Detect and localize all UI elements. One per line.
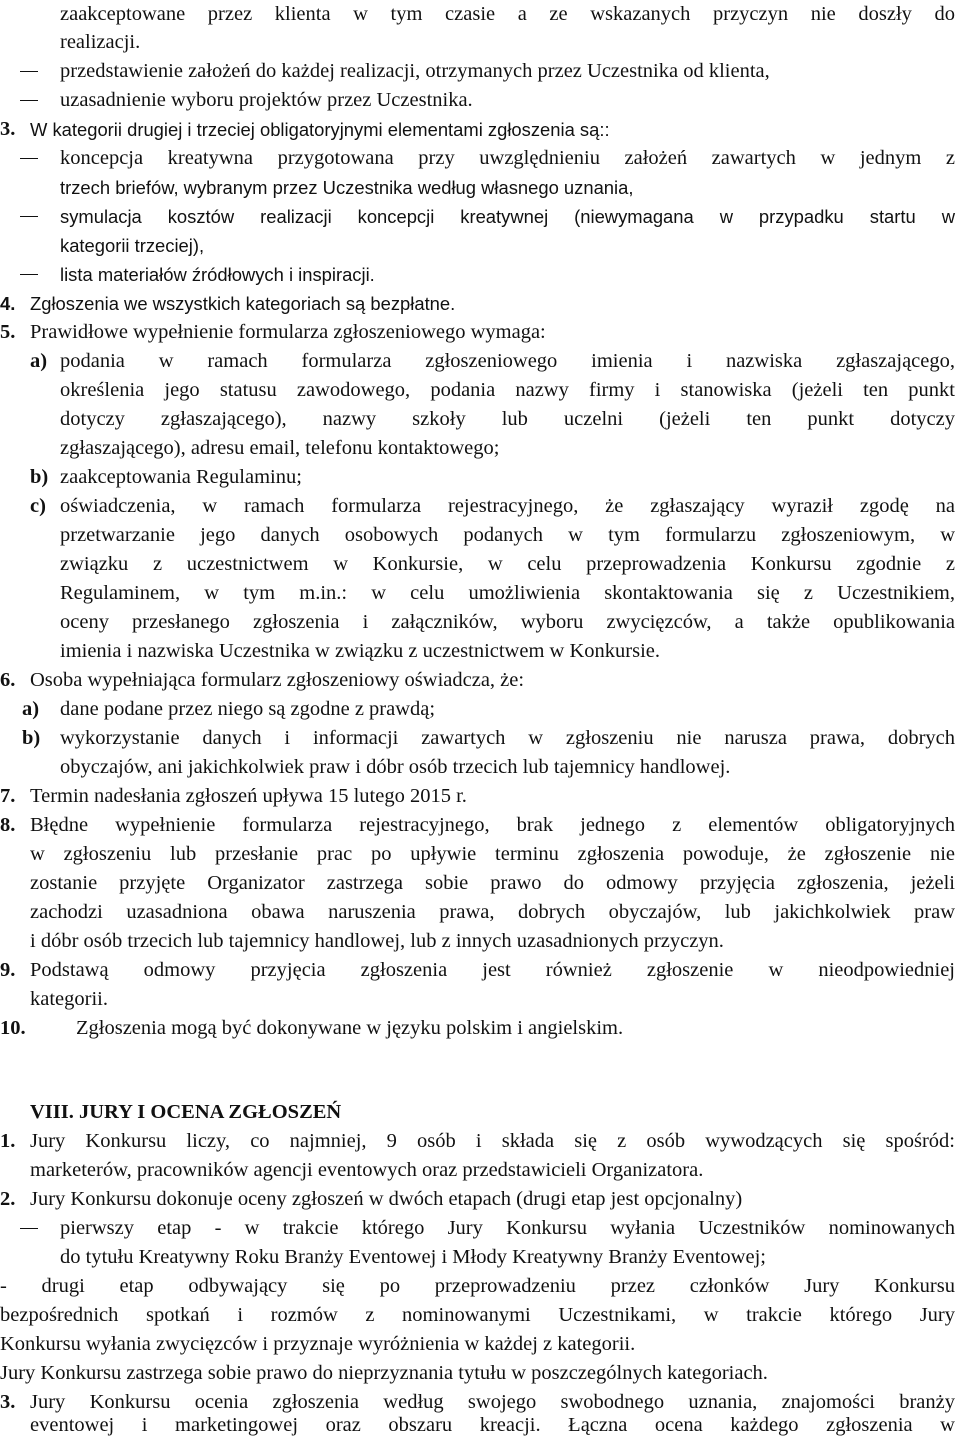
numbered-item: 1. Jury Konkursu liczy, co najmniej, 9 osób i składa się z osób wywodzących się spośród: xyxy=(0,1130,955,1152)
lettered-item: a) podania w ramach formularza zgłoszeniowego imienia i nazwiska zgłaszającego, xyxy=(30,350,955,372)
text-line: zachodzi uzasadniona obawa naruszenia prawa, dobrych obyczajów, lub jakichkolwiek praw xyxy=(30,901,955,923)
text-line: oceny przesłanego zgłoszenia i załączników, wyboru zwycięzców, a także opublikowania xyxy=(60,611,955,633)
text-line: eventowej i marketingowej oraz obszaru kreacji. Łączna ocena każdego zgłoszenia w xyxy=(30,1414,955,1436)
lettered-item: b) wykorzystanie danych i informacji zawartych w zgłoszeniu nie narusza prawa, dobrych xyxy=(22,727,955,749)
text-line: Konkursu wyłania zwycięzców i przyznaje wyróżnienia w każdej z kategorii. xyxy=(0,1333,636,1355)
text-line: w zgłoszeniu lub przesłanie prac po upływie terminu zgłoszenia powoduje, że zgłoszenie nie xyxy=(30,843,955,865)
dash-bullet-icon xyxy=(20,216,38,217)
text-line: - drugi etap odbywający się po przeprowadzeniu przez członków Jury Konkursu xyxy=(0,1275,955,1297)
text-line: marketerów, pracowników agencji eventowych oraz przedstawicieli Organizatora. xyxy=(30,1159,704,1181)
dash-bullet-icon xyxy=(20,1228,38,1229)
text-line: zaakceptowane przez klienta w tym czasie a ze wskazanych przyczyn nie doszły do xyxy=(60,3,955,25)
dash-bullet-icon xyxy=(20,158,38,159)
text-line: bezpośrednich spotkań i rozmów z nominowanymi Uczestnikami, w trakcie którego Jury xyxy=(0,1304,955,1326)
text-line: związku z uczestnictwem w Konkursie, w celu przeprowadzenia Konkursu zgodnie z xyxy=(60,553,955,575)
text-line: przetwarzanie jego danych osobowych podanych w tym formularzu zgłoszeniowym, w xyxy=(60,524,955,546)
dash-bullet-icon xyxy=(20,100,38,101)
text-line: do tytułu Kreatywny Roku Branży Eventowej i Młody Kreatywny Branży Eventowej; xyxy=(60,1246,766,1268)
text-line: kategorii. xyxy=(30,988,108,1010)
numbered-item: 8. Błędne wypełnienie formularza rejestracyjnego, brak jednego z elementów obligatoryjnych xyxy=(0,814,955,836)
dash-bullet-icon xyxy=(20,274,38,275)
dash-bullet-icon xyxy=(20,71,38,72)
text-line: Regulaminem, w tym m.in.: w celu umożliwienia skontaktowania się z Uczestnikiem, xyxy=(60,582,955,604)
numbered-item: 3. Jury Konkursu ocenia zgłoszenia według swojego swobodnego uznania, znajomości branży xyxy=(0,1391,955,1413)
list-item-dash: pierwszy etap - w trakcie którego Jury Konkursu wyłania Uczestników nominowanych xyxy=(20,1214,955,1243)
text-line: obyczajów, ani jakichkolwiek praw i dóbr osób trzecich lub tajemnicy handlowej. xyxy=(60,756,731,778)
text-line: realizacji. xyxy=(60,31,141,53)
text-line: zostanie przyjęte Organizator zastrzega sobie prawo do odmowy przyjęcia zgłoszenia, jeżeli xyxy=(30,872,955,894)
numbered-item: 9. Podstawą odmowy przyjęcia zgłoszenia jest również zgłoszenie w nieodpowiedniej xyxy=(0,959,955,981)
text-line: trzech briefów, wybranym przez Uczestnika według własnego uznania, xyxy=(60,177,634,198)
section-heading: VIII. JURY I OCENA ZGŁOSZEŃ xyxy=(30,1101,342,1123)
list-item-dash: symulacja kosztów realizacji koncepcji kreatywnej (niewymagana w przypadku startu w xyxy=(20,202,955,231)
text-line: dotyczy zgłaszającego), nazwy szkoły lub uczelni (jeżeli ten punkt dotyczy xyxy=(60,408,955,430)
list-item-dash: koncepcja kreatywna przygotowana przy uwzględnieniu założeń zawartych w jednym z xyxy=(20,144,955,173)
lettered-item: c) oświadczenia, w ramach formularza rejestracyjnego, że zgłaszający wyraził zgodę na xyxy=(30,495,955,517)
text-line: zgłaszającego), adresu email, telefonu kontaktowego; xyxy=(60,437,500,459)
text-line: Jury Konkursu zastrzega sobie prawo do nieprzyznania tytułu w poszczególnych kategoriach. xyxy=(0,1362,768,1384)
text-line: i dóbr osób trzecich lub tajemnicy handlowej, lub z innych uzasadnionych przyczyn. xyxy=(30,930,724,952)
text-line: kategorii trzeciej), xyxy=(60,235,205,256)
text-line: określenia jego statusu zawodowego, podania nazwy firmy i stanowiska (jeżeli ten punkt xyxy=(60,379,955,401)
text-line: imienia i nazwiska Uczestnika w związku z uczestnictwem w Konkursie. xyxy=(60,640,660,662)
